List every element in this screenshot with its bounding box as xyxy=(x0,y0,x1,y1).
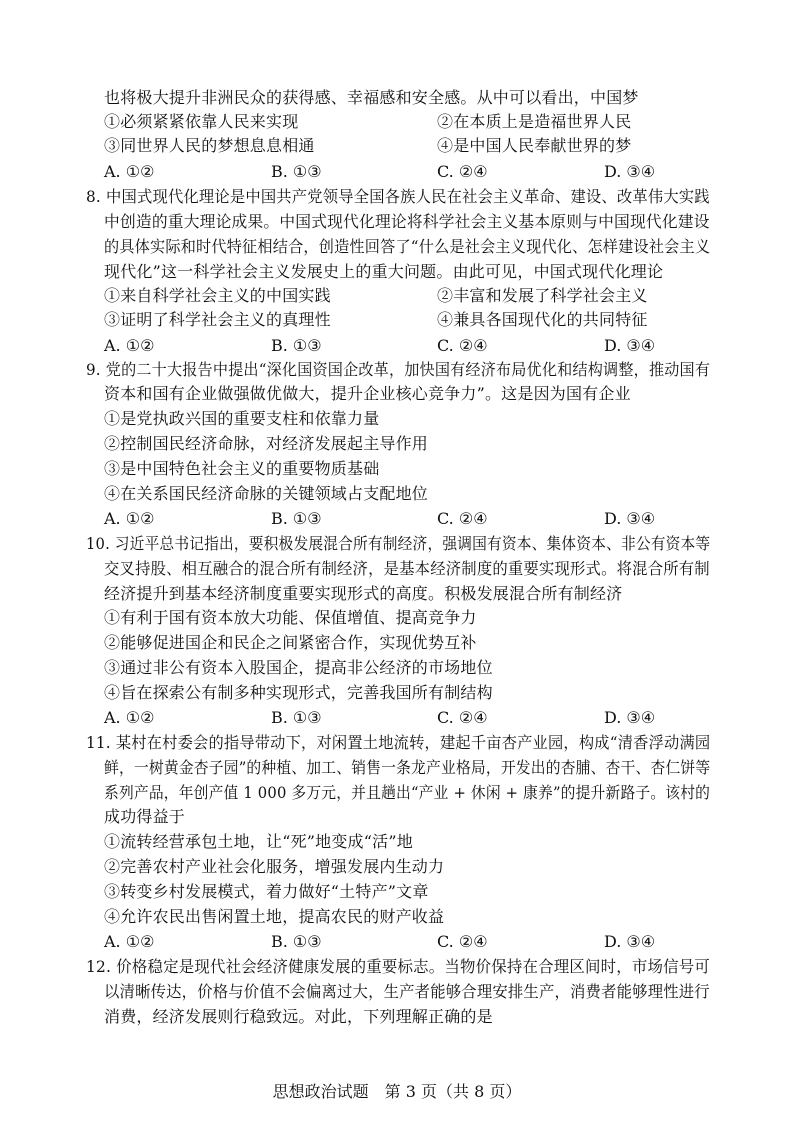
q8-option-a[interactable]: A. ①② xyxy=(104,336,155,355)
q8-stem-line-1: 8. 中国式现代化理论是中国共产党领导全国各族人民在社会主义革命、建设、改革伟大实践 xyxy=(86,187,710,206)
q11-option-c[interactable]: C. ②④ xyxy=(437,932,488,951)
q10-statement-4: ④旨在探索公有制多种实现形式，完善我国所有制结构 xyxy=(104,683,493,702)
q8-stem-line-3: 的具体实际和时代特征相结合，创造性回答了“什么是社会主义现代化、怎样建设社会主义 xyxy=(104,237,711,256)
q11-option-b[interactable]: B. ①③ xyxy=(271,932,322,951)
q9-option-a[interactable]: A. ①② xyxy=(104,509,155,528)
q7-option-a[interactable]: A. ①② xyxy=(104,162,155,181)
q7-option-d[interactable]: D. ③④ xyxy=(604,162,656,181)
q11-option-d[interactable]: D. ③④ xyxy=(604,932,656,951)
q11-stem-line-1: 11. 某村在村委会的指导带动下，对闲置土地流转，建起千亩杏产业园，构成“清香浮动满园 xyxy=(86,733,711,752)
q7-statement-2: ②在本质上是造福世界人民 xyxy=(437,112,632,131)
q10-statement-1: ①有利于国有资本放大功能、保值增值、提高竞争力 xyxy=(104,608,477,627)
page-footer: 思想政治试题 第 3 页（共 8 页） xyxy=(272,1082,522,1101)
q7-statement-3: ③同世界人民的梦想息息相通 xyxy=(104,136,315,155)
q11-stem-line-2: 鲜，一树黄金杏子园”的种植、加工、销售一条龙产业格局，开发出的杏脯、杏干、杏仁饼等 xyxy=(104,758,711,777)
q9-option-b[interactable]: B. ①③ xyxy=(271,509,322,528)
q12-stem-line-2: 以清晰传达，价格与价值不会偏离过大，生产者能够合理安排生产，消费者能够理性进行 xyxy=(104,982,710,1001)
q9-statement-4: ④在关系国民经济命脉的关键领域占支配地位 xyxy=(104,484,429,503)
q11-stem-line-4: 成功得益于 xyxy=(104,807,186,826)
q8-statement-2: ②丰富和发展了科学社会主义 xyxy=(437,286,648,305)
q11-statement-4: ④允许农民出售闲置土地，提高农民的财产收益 xyxy=(104,907,445,926)
q10-stem-line-2: 交叉持股、相互融合的混合所有制经济，是基本经济制度的重要实现形式。将混合所有制 xyxy=(104,559,710,578)
q7-statement-1: ①必须紧紧依靠人民来实现 xyxy=(104,112,299,131)
q10-option-a[interactable]: A. ①② xyxy=(104,708,155,727)
q9-option-d[interactable]: D. ③④ xyxy=(604,509,656,528)
q10-option-b[interactable]: B. ①③ xyxy=(271,708,322,727)
q8-option-d[interactable]: D. ③④ xyxy=(604,336,656,355)
q11-stem-line-3: 系列产品，年创产值 1 000 多万元，并且趟出“产业 + 休闲 + 康养”的提升新路子。该村的 xyxy=(104,783,711,802)
q9-stem-line-2: 资本和国有企业做强做优做大，提升企业核心竞争力”。这是因为国有企业 xyxy=(104,384,631,403)
q9-stem-line-1: 9. 党的二十大报告中提出“深化国资国企改革，加快国有经济布局优化和结构调整，推动国有 xyxy=(86,360,711,379)
q12-stem-line-3: 消费，经济发展则行稳致远。对此，下列理解正确的是 xyxy=(104,1007,493,1026)
q10-option-c[interactable]: C. ②④ xyxy=(437,708,488,727)
q8-stem-line-4: 现代化”这一科学社会主义发展史上的重大问题。由此可见，中国式现代化理论 xyxy=(104,262,664,281)
q7-option-b[interactable]: B. ①③ xyxy=(271,162,322,181)
q7-stem-line: 也将极大提升非洲民众的获得感、幸福感和安全感。从中可以看出，中国梦 xyxy=(104,88,639,107)
q11-statement-2: ②完善农村产业社会化服务，增强发展内生动力 xyxy=(104,857,445,876)
q10-stem-line-3: 经济提升到基本经济制度重要实现形式的高度。积极发展混合所有制经济 xyxy=(104,584,623,603)
q8-option-c[interactable]: C. ②④ xyxy=(437,336,488,355)
q9-statement-2: ②控制国民经济命脉，对经济发展起主导作用 xyxy=(104,434,429,453)
q8-stem-line-2: 中创造的重大理论成果。中国式现代化理论将科学社会主义基本原则与中国现代化建设 xyxy=(104,212,710,231)
q9-option-c[interactable]: C. ②④ xyxy=(437,509,488,528)
q8-statement-4: ④兼具各国现代化的共同特征 xyxy=(437,310,648,329)
q12-stem-line-1: 12. 价格稳定是现代社会经济健康发展的重要标志。当物价保持在合理区间时，市场信号可 xyxy=(86,957,710,976)
q9-statement-1: ①是党执政兴国的重要支柱和依靠力量 xyxy=(104,409,380,428)
q10-option-d[interactable]: D. ③④ xyxy=(604,708,656,727)
q11-statement-3: ③转变乡村发展模式，着力做好“土特产”文章 xyxy=(104,882,429,901)
q10-stem-line-1: 10. 习近平总书记指出，要积极发展混合所有制经济，强调国有资本、集体资本、非公有资本等 xyxy=(86,534,711,553)
q7-option-c[interactable]: C. ②④ xyxy=(437,162,488,181)
q10-statement-2: ②能够促进国企和民企之间紧密合作，实现优势互补 xyxy=(104,633,477,652)
q11-statement-1: ①流转经营承包土地，让“死”地变成“活”地 xyxy=(104,832,413,851)
q7-statement-4: ④是中国人民奉献世界的梦 xyxy=(437,136,632,155)
q8-statement-3: ③证明了科学社会主义的真理性 xyxy=(104,310,331,329)
q8-option-b[interactable]: B. ①③ xyxy=(271,336,322,355)
q11-option-a[interactable]: A. ①② xyxy=(104,932,155,951)
q8-statement-1: ①来自科学社会主义的中国实践 xyxy=(104,286,331,305)
q9-statement-3: ③是中国特色社会主义的重要物质基础 xyxy=(104,459,380,478)
q10-statement-3: ③通过非公有资本入股国企，提高非公经济的市场地位 xyxy=(104,658,493,677)
